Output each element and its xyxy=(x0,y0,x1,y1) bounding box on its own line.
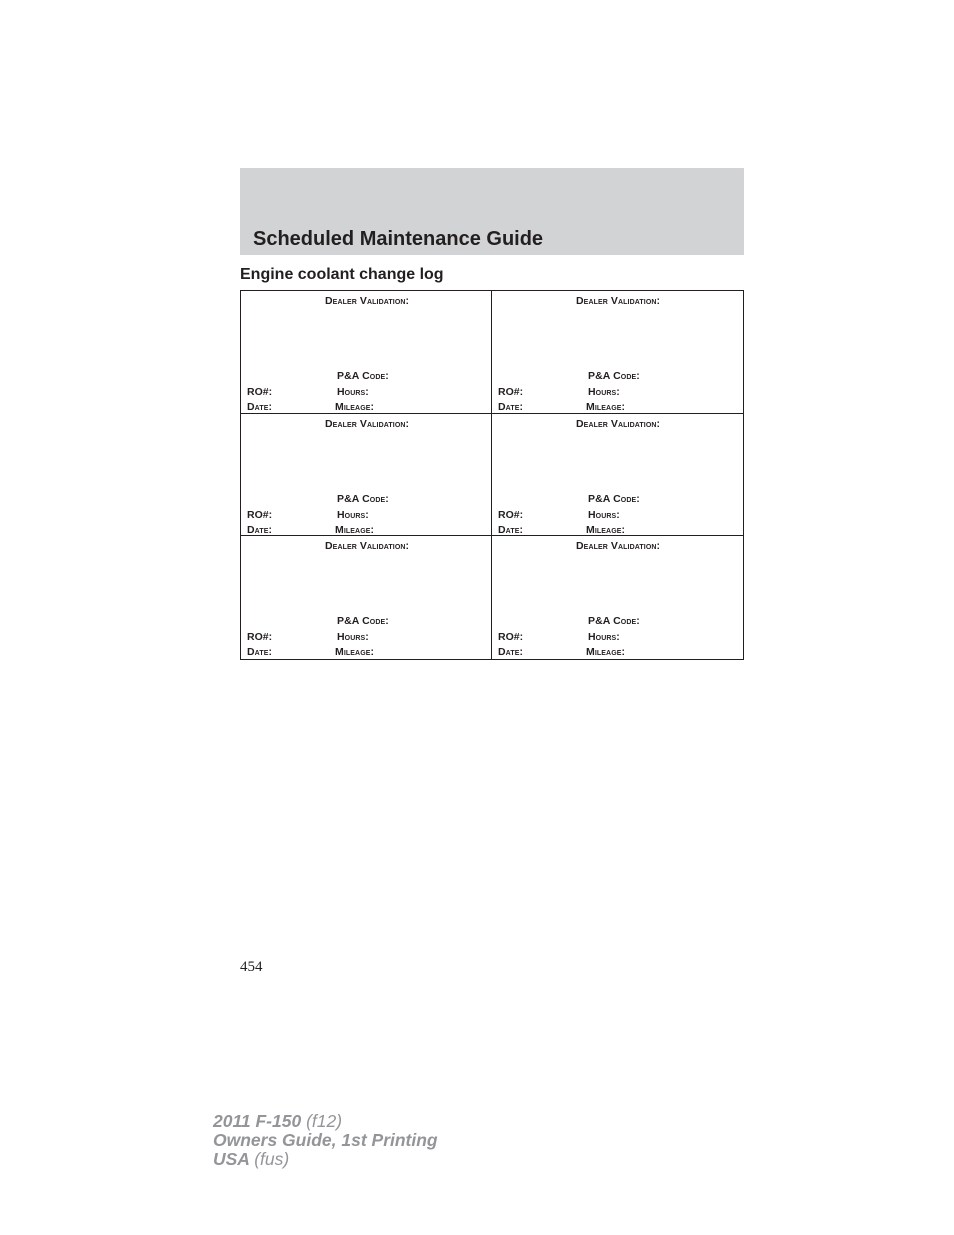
header-band xyxy=(240,168,744,255)
hours-label: Hours: xyxy=(337,386,369,398)
hours-label: Hours: xyxy=(588,631,620,644)
ro-number-label: RO#: xyxy=(247,386,273,398)
footer-market: USA xyxy=(213,1149,250,1169)
dealer-validation-label: Dealer Validation: xyxy=(576,295,661,307)
pa-code-label: P&A Code: xyxy=(337,492,389,505)
footer-line-1 xyxy=(213,1112,438,1131)
pa-code-label: P&A Code: xyxy=(588,492,640,505)
log-entry xyxy=(492,291,743,414)
dealer-validation-label: Dealer Validation: xyxy=(576,540,661,553)
log-entry xyxy=(241,414,492,537)
page-header-title: Scheduled Maintenance Guide xyxy=(253,228,544,250)
pa-code-label: P&A Code: xyxy=(588,615,640,628)
date-label: Date: xyxy=(498,523,524,536)
ro-number-label: RO#: xyxy=(247,631,273,644)
pa-code-label: P&A Code: xyxy=(337,370,389,382)
footer-model: 2011 F-150 xyxy=(213,1111,302,1131)
dealer-validation-label: Dealer Validation: xyxy=(325,295,410,307)
footer-market-code: (fus) xyxy=(254,1149,290,1169)
footer-printing: Owners Guide, 1st Printing xyxy=(213,1130,438,1150)
footer-model-code: (f12) xyxy=(306,1111,343,1131)
date-label: Date: xyxy=(247,523,273,536)
hours-label: Hours: xyxy=(337,631,369,644)
log-entry xyxy=(492,414,743,537)
mileage-label: Mileage: xyxy=(586,401,626,413)
log-entry xyxy=(241,536,492,659)
date-label: Date: xyxy=(247,401,273,413)
mileage-label: Mileage: xyxy=(586,523,626,536)
ro-number-label: RO#: xyxy=(247,508,273,521)
hours-label: Hours: xyxy=(588,386,620,398)
dealer-validation-label: Dealer Validation: xyxy=(576,417,661,430)
date-label: Date: xyxy=(247,646,273,659)
dealer-validation-label: Dealer Validation: xyxy=(325,540,410,553)
log-entry xyxy=(492,536,743,659)
page-number: 454 xyxy=(240,959,263,975)
footer-line-2 xyxy=(213,1131,438,1150)
ro-number-label: RO#: xyxy=(498,631,524,644)
hours-label: Hours: xyxy=(588,508,620,521)
section-title: Engine coolant change log xyxy=(240,266,444,283)
date-label: Date: xyxy=(498,646,524,659)
document-footer xyxy=(213,1112,438,1169)
footer-line-3 xyxy=(213,1150,438,1169)
date-label: Date: xyxy=(498,401,524,413)
dealer-validation-label: Dealer Validation: xyxy=(325,417,410,430)
log-entry xyxy=(241,291,492,414)
mileage-label: Mileage: xyxy=(586,646,626,659)
ro-number-label: RO#: xyxy=(498,386,524,398)
mileage-label: Mileage: xyxy=(335,523,375,536)
coolant-change-log-grid xyxy=(240,290,744,660)
mileage-label: Mileage: xyxy=(335,401,375,413)
hours-label: Hours: xyxy=(337,508,369,521)
ro-number-label: RO#: xyxy=(498,508,524,521)
pa-code-label: P&A Code: xyxy=(588,370,640,382)
mileage-label: Mileage: xyxy=(335,646,375,659)
pa-code-label: P&A Code: xyxy=(337,615,389,628)
